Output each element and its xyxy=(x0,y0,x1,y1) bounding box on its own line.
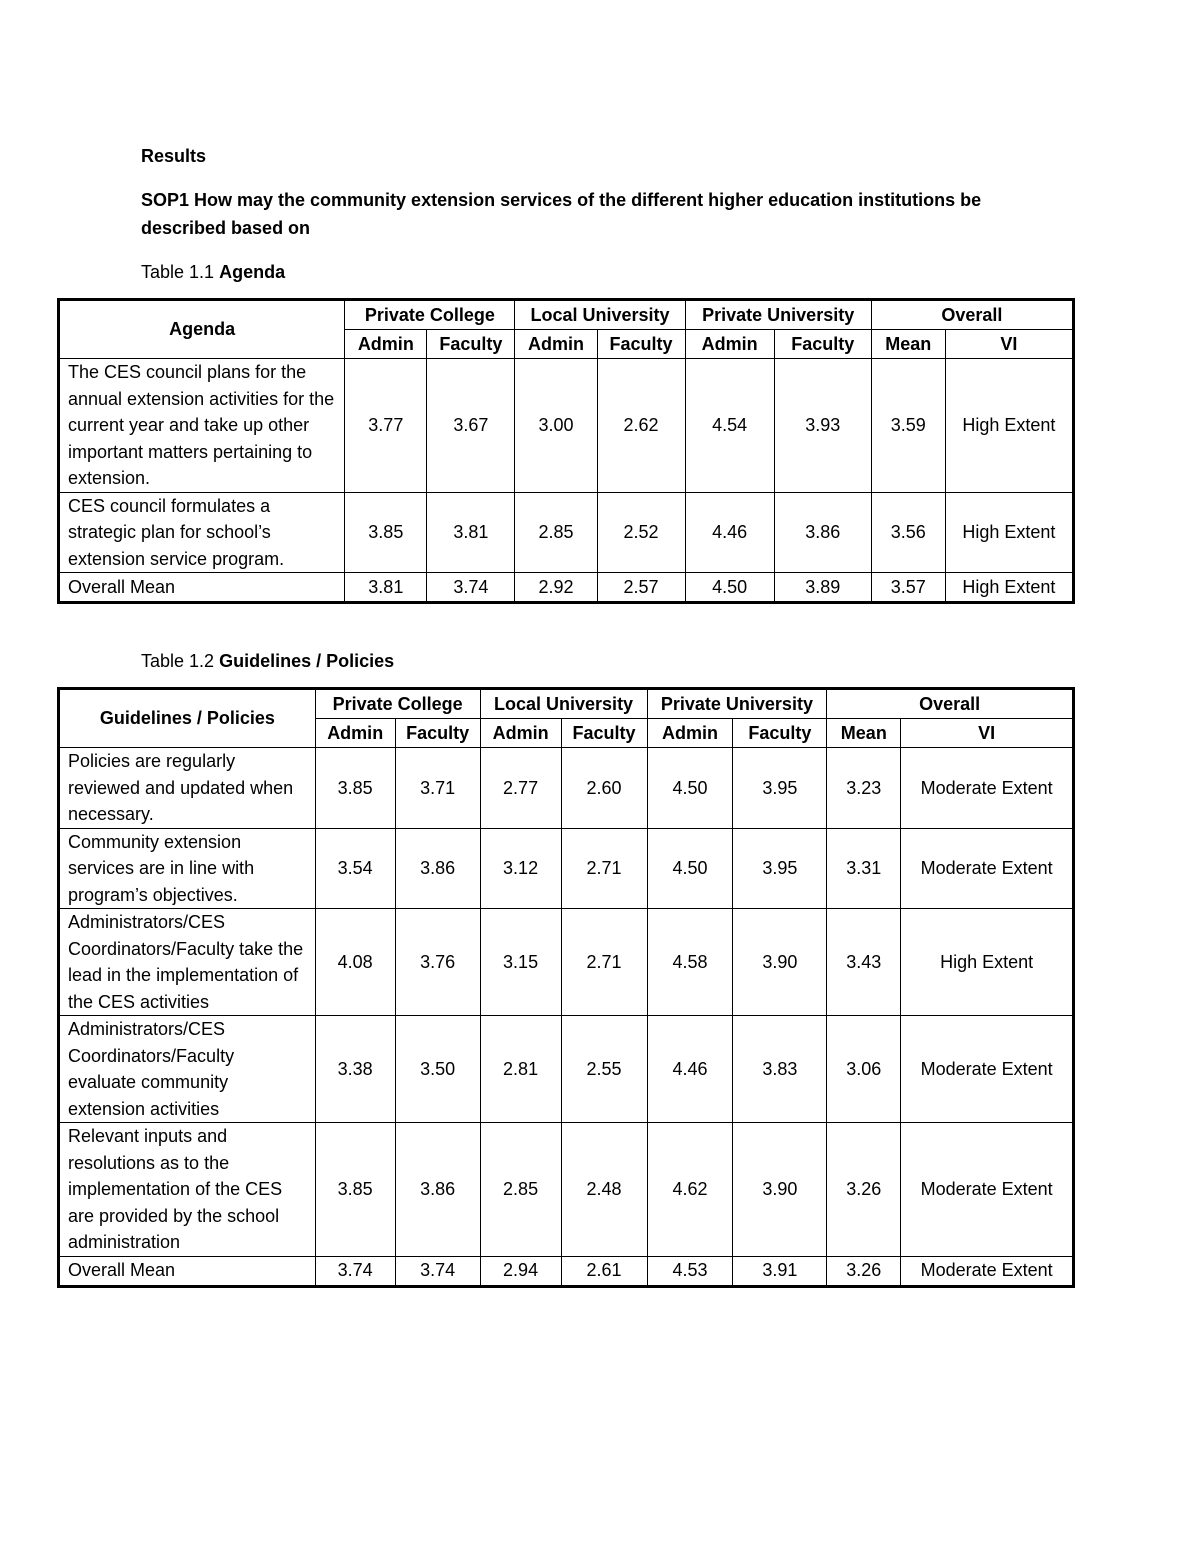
row-item: Overall Mean xyxy=(60,1256,316,1285)
row-item: Policies are regularly reviewed and updated when necessary. xyxy=(60,748,316,829)
row-item: The CES council plans for the annual extension activities for the current year and take up other important matters pertaining to extension. xyxy=(60,359,345,493)
subheader-vi: VI xyxy=(945,330,1072,359)
cell-value: 3.86 xyxy=(774,492,871,573)
results-heading: Results xyxy=(141,146,207,166)
guidelines-policies-table xyxy=(59,689,1073,1286)
cell-value: 3.81 xyxy=(427,492,515,573)
group-header-overall: Overall xyxy=(871,301,1072,330)
subheader-admin: Admin xyxy=(647,719,733,748)
overall-mean-row xyxy=(60,1256,1073,1285)
cell-value: 3.91 xyxy=(733,1256,827,1285)
row-item: Community extension services are in line with program’s objectives. xyxy=(60,828,316,909)
subheader-faculty: Faculty xyxy=(427,330,515,359)
cell-value: 3.71 xyxy=(395,748,480,829)
cell-value: 2.71 xyxy=(561,909,647,1016)
table-2-caption-title: Guidelines / Policies xyxy=(219,651,395,671)
cell-value: 2.85 xyxy=(480,1123,561,1257)
cell-value: 4.54 xyxy=(685,359,774,493)
cell-vi: Moderate Extent xyxy=(901,748,1073,829)
cell-value: 4.46 xyxy=(647,1016,733,1123)
cell-mean: 3.57 xyxy=(871,573,945,602)
subheader-admin: Admin xyxy=(315,719,395,748)
guidelines-header: Guidelines / Policies xyxy=(60,690,316,748)
cell-value: 4.53 xyxy=(647,1256,733,1285)
subheader-faculty: Faculty xyxy=(561,719,647,748)
subheader-admin: Admin xyxy=(345,330,427,359)
cell-mean: 3.26 xyxy=(827,1123,901,1257)
cell-mean: 3.26 xyxy=(827,1256,901,1285)
cell-mean: 3.31 xyxy=(827,828,901,909)
cell-value: 2.61 xyxy=(561,1256,647,1285)
cell-value: 4.50 xyxy=(685,573,774,602)
cell-value: 2.60 xyxy=(561,748,647,829)
cell-value: 2.55 xyxy=(561,1016,647,1123)
cell-value: 4.08 xyxy=(315,909,395,1016)
cell-value: 3.85 xyxy=(315,748,395,829)
cell-value: 3.90 xyxy=(733,1123,827,1257)
cell-value: 3.74 xyxy=(427,573,515,602)
cell-value: 2.85 xyxy=(515,492,597,573)
cell-mean: 3.06 xyxy=(827,1016,901,1123)
cell-value: 3.67 xyxy=(427,359,515,493)
subheader-faculty: Faculty xyxy=(774,330,871,359)
cell-vi: Moderate Extent xyxy=(901,1123,1073,1257)
table-row xyxy=(60,492,1073,573)
agenda-table xyxy=(59,300,1073,602)
subheader-vi: VI xyxy=(901,719,1073,748)
table-row xyxy=(60,1016,1073,1123)
subheader-admin: Admin xyxy=(480,719,561,748)
cell-value: 3.76 xyxy=(395,909,480,1016)
cell-value: 3.85 xyxy=(345,492,427,573)
row-item: Overall Mean xyxy=(60,573,345,602)
cell-value: 2.62 xyxy=(597,359,685,493)
subheader-admin: Admin xyxy=(515,330,597,359)
cell-mean: 3.56 xyxy=(871,492,945,573)
cell-value: 4.46 xyxy=(685,492,774,573)
group-header-overall: Overall xyxy=(827,690,1073,719)
cell-value: 3.00 xyxy=(515,359,597,493)
cell-vi: Moderate Extent xyxy=(901,1256,1073,1285)
agenda-header: Agenda xyxy=(60,301,345,359)
cell-value: 3.95 xyxy=(733,748,827,829)
cell-value: 2.77 xyxy=(480,748,561,829)
cell-mean: 3.43 xyxy=(827,909,901,1016)
row-item: Relevant inputs and resolutions as to the implementation of the CES are provided by the school administration xyxy=(60,1123,316,1257)
cell-value: 2.71 xyxy=(561,828,647,909)
table-row xyxy=(60,828,1073,909)
cell-mean: 3.59 xyxy=(871,359,945,493)
group-header-local-university: Local University xyxy=(480,690,647,719)
group-header-private-university: Private University xyxy=(647,690,827,719)
subheader-faculty: Faculty xyxy=(733,719,827,748)
row-item: Administrators/CES Coordinators/Faculty evaluate community extension activities xyxy=(60,1016,316,1123)
table-2-caption xyxy=(141,647,394,675)
cell-value: 4.50 xyxy=(647,828,733,909)
cell-value: 2.57 xyxy=(597,573,685,602)
group-header-private-college: Private College xyxy=(315,690,480,719)
cell-vi: High Extent xyxy=(945,359,1072,493)
cell-vi: High Extent xyxy=(901,909,1073,1016)
table-1-caption-prefix: Table 1.1 xyxy=(141,262,215,282)
research-question: SOP1 How may the community extension services of the different higher education institutions be described based on xyxy=(141,190,982,238)
cell-value: 4.62 xyxy=(647,1123,733,1257)
subheader-faculty: Faculty xyxy=(395,719,480,748)
table-1-caption xyxy=(141,258,285,286)
cell-value: 2.81 xyxy=(480,1016,561,1123)
subheader-mean: Mean xyxy=(827,719,901,748)
group-header-private-university: Private University xyxy=(685,301,871,330)
cell-value: 4.50 xyxy=(647,748,733,829)
table-1-caption-title: Agenda xyxy=(219,262,286,282)
group-header-private-college: Private College xyxy=(345,301,515,330)
table-row xyxy=(60,909,1073,1016)
cell-value: 2.48 xyxy=(561,1123,647,1257)
cell-vi: Moderate Extent xyxy=(901,1016,1073,1123)
table-row xyxy=(60,748,1073,829)
row-item: CES council formulates a strategic plan for school’s extension service program. xyxy=(60,492,345,573)
table-row xyxy=(60,359,1073,493)
cell-value: 3.86 xyxy=(395,828,480,909)
cell-value: 3.95 xyxy=(733,828,827,909)
cell-value: 3.89 xyxy=(774,573,871,602)
cell-value: 4.58 xyxy=(647,909,733,1016)
row-item: Administrators/CES Coordinators/Faculty take the lead in the implementation of the CES activities xyxy=(60,909,316,1016)
cell-value: 3.15 xyxy=(480,909,561,1016)
cell-value: 3.86 xyxy=(395,1123,480,1257)
cell-value: 3.74 xyxy=(395,1256,480,1285)
cell-value: 3.81 xyxy=(345,573,427,602)
table-row xyxy=(60,1123,1073,1257)
cell-vi: High Extent xyxy=(945,492,1072,573)
cell-vi: High Extent xyxy=(945,573,1072,602)
cell-value: 3.50 xyxy=(395,1016,480,1123)
overall-mean-row xyxy=(60,573,1073,602)
cell-value: 3.54 xyxy=(315,828,395,909)
cell-vi: Moderate Extent xyxy=(901,828,1073,909)
cell-value: 3.90 xyxy=(733,909,827,1016)
table-2-caption-prefix: Table 1.2 xyxy=(141,651,215,671)
cell-value: 3.12 xyxy=(480,828,561,909)
cell-value: 3.83 xyxy=(733,1016,827,1123)
cell-value: 3.74 xyxy=(315,1256,395,1285)
cell-mean: 3.23 xyxy=(827,748,901,829)
group-header-local-university: Local University xyxy=(515,301,685,330)
cell-value: 3.38 xyxy=(315,1016,395,1123)
cell-value: 2.92 xyxy=(515,573,597,602)
cell-value: 2.52 xyxy=(597,492,685,573)
cell-value: 3.77 xyxy=(345,359,427,493)
cell-value: 2.94 xyxy=(480,1256,561,1285)
subheader-faculty: Faculty xyxy=(597,330,685,359)
cell-value: 3.85 xyxy=(315,1123,395,1257)
cell-value: 3.93 xyxy=(774,359,871,493)
subheader-admin: Admin xyxy=(685,330,774,359)
subheader-mean: Mean xyxy=(871,330,945,359)
